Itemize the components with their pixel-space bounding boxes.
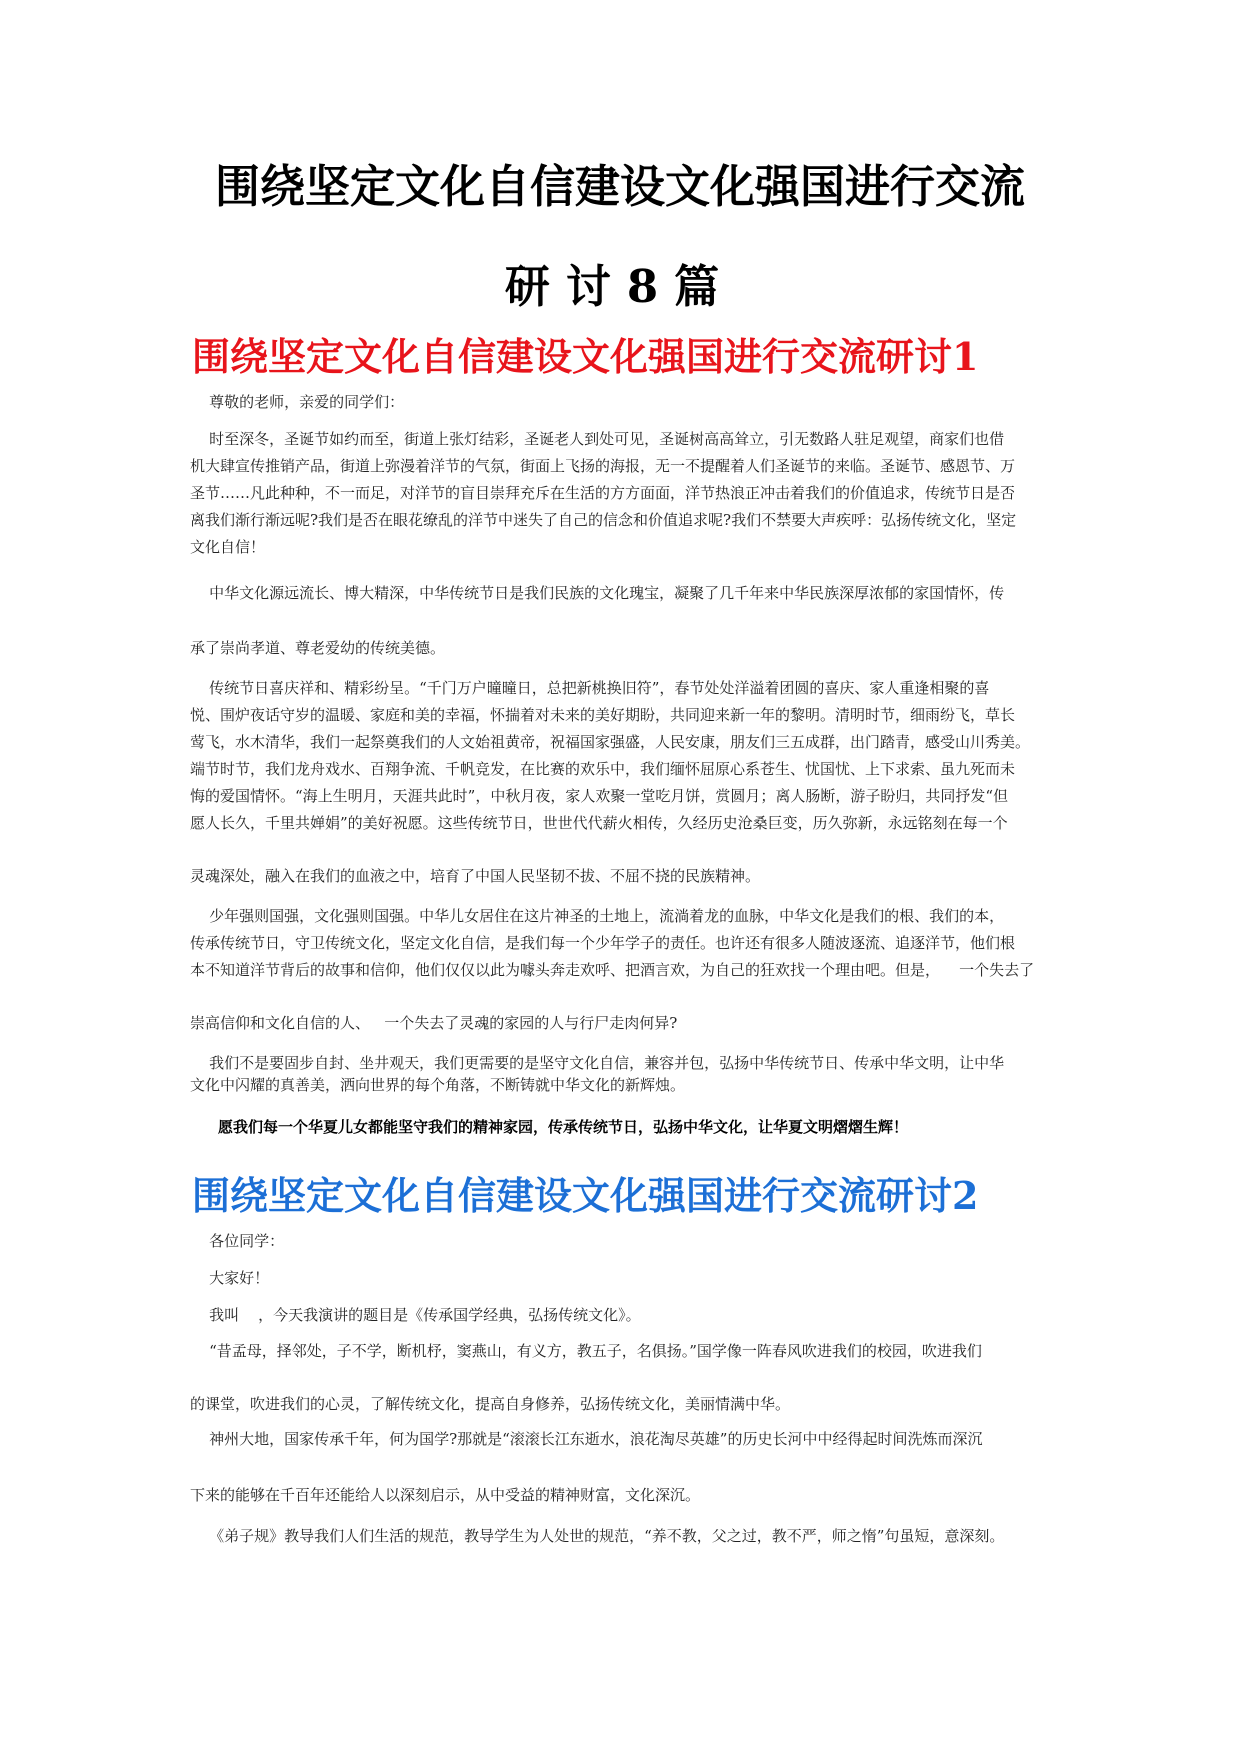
s2-line-6: 下来的能够在千百年还能给人以深刻启示，从中受益的精神财富，文化深沉。 <box>190 1486 701 1504</box>
s2-line-2: 我叫 ，今天我演讲的题目是《传承国学经典，弘扬传统文化》。 <box>190 1306 641 1324</box>
s1-line-2: 机大肆宣传推销产品，街道上弥漫着洋节的气氛，街面上飞扬的海报，无一不提醒着人们圣诞节的来临。圣诞节、感恩节、万 <box>190 457 1016 475</box>
s1-line-10: 莺飞，水木清华，我们一起祭奠我们的人文始祖黄帝，祝福国家强盛，人民安康，朋友们三五成群，出门踏青，感受山川秀美。 <box>190 733 1031 751</box>
s1-line-18: 崇高信仰和文化自信的人、 一个失去了灵魂的家园的人与行尸走肉何异? <box>190 1014 678 1032</box>
s1-line-1: 时至深冬，圣诞节如约而至，街道上张灯结彩，圣诞老人到处可见，圣诞树高高耸立，引无数路人驻足观望，商家们也借 <box>190 430 1005 448</box>
s1-line-14: 灵魂深处，融入在我们的血液之中，培育了中国人民坚韧不拔、不屈不挠的民族精神。 <box>190 867 761 885</box>
s1-line-17: 本不知道洋节背后的故事和信仰，他们仅仅以此为噱头奔走欢呼、把酒言欢，为自己的狂欢找一个理由吧。但是， 一个失去了 <box>190 961 1035 979</box>
s1-line-16: 传承传统节日，守卫传统文化，坚定文化自信，是我们每一个少年学子的责任。也许还有很多人随波逐流、追逐洋节，他们根 <box>190 934 1016 952</box>
s1-line-3: 圣节……凡此种种，不一而足，对洋节的盲目崇拜充斥在生活的方方面面，洋节热浪正冲击着我们的价值追求，传统节日是否 <box>190 484 1016 502</box>
s2-line-1: 大家好！ <box>190 1269 270 1287</box>
s1-line-6: 中华文化源远流长、博大精深，中华传统节日是我们民族的文化瑰宝，凝聚了几千年来中华民族深厚浓郁的家国情怀，传 <box>190 584 1005 602</box>
s1-line-20: 文化中闪耀的真善美，洒向世界的每个角落，不断铸就中华文化的新辉烛。 <box>190 1076 686 1094</box>
s1-line-13: 愿人长久，千里共婵娟”的美好祝愿。这些传统节日，世世代代薪火相传，久经历史沧桑巨变，历久弥新，永远铭刻在每一个 <box>190 814 1008 832</box>
s1-line-7: 承了崇尚孝道、尊老爱幼的传统美德。 <box>190 639 446 657</box>
s1-line-4: 离我们渐行渐远呢?我们是否在眼花缭乱的洋节中迷失了自己的信念和价值追求呢?我们不禁要大声疾呼：弘扬传统文化，坚定 <box>190 511 1017 529</box>
document-title-line-2: 研讨8篇 <box>504 260 736 313</box>
s1-line-5: 文化自信！ <box>190 538 266 556</box>
s2-line-4: 的课堂，吹进我们的心灵，了解传统文化，提高自身修养，弘扬传统文化，美丽情满中华。 <box>190 1395 791 1413</box>
section-1-heading: 围绕坚定文化自信建设文化强国进行交流研讨1 <box>192 334 979 379</box>
s1-closing-line: 愿我们每一个华夏儿女都能坚守我们的精神家园，传承传统节日，弘扬中华文化，让华夏文明熠熠生辉！ <box>218 1118 909 1136</box>
s1-line-15: 少年强则国强，文化强则国强。中华儿女居住在这片神圣的土地上，流淌着龙的血脉，中华文化是我们的根、我们的本， <box>190 907 1005 925</box>
s1-line-12: 悔的爱国情怀。“海上生明月，天涯共此时”，中秋月夜，家人欢聚一堂吃月饼，赏圆月；离人肠断，游子盼归，共同抒发“但 <box>190 787 1009 805</box>
s2-line-5: 神州大地，国家传承千年，何为国学?那就是“滚滚长江东逝水，浪花淘尽英雄”的历史长河中中经得起时间洗炼而深沉 <box>190 1430 983 1448</box>
s1-line-9: 悦、围炉夜话守岁的温暖、家庭和美的幸福，怀揣着对未来的美好期盼，共同迎来新一年的黎明。清明时节，细雨纷飞，草长 <box>190 706 1016 724</box>
section-2-heading: 围绕坚定文化自信建设文化强国进行交流研讨2 <box>192 1173 979 1218</box>
document-title-line-1: 围绕坚定文化自信建设文化强国进行交流 <box>214 160 1025 213</box>
s2-line-0: 各位同学： <box>190 1232 285 1250</box>
s2-line-7: 《弟子规》教导我们人们生活的规范，教导学生为人处世的规范，“养不教，父之过，教不严，师之惰”句虽短，意深刻。 <box>190 1527 1005 1545</box>
s1-line-0: 尊敬的老师，亲爱的同学们： <box>190 393 405 411</box>
s1-line-19: 我们不是要固步自封、坐井观天，我们更需要的是坚守文化自信，兼容并包，弘扬中华传统节日、传承中华文明，让中华 <box>190 1054 1005 1072</box>
s1-line-8: 传统节日喜庆祥和、精彩纷呈。“千门万户曈曈日，总把新桃换旧符”，春节处处洋溢着团圆的喜庆、家人重逢相聚的喜 <box>190 679 990 697</box>
s2-line-3: “昔孟母，择邻处，子不学，断机杼，窦燕山，有义方，教五子，名俱扬。”国学像一阵春风吹进我们的校园，吹进我们 <box>190 1342 982 1360</box>
s1-line-11: 端节时节，我们龙舟戏水、百翔争流、千帆竞发，在比赛的欢乐中，我们缅怀屈原心系苍生、忧国忧、上下求索、虽九死而未 <box>190 760 1016 778</box>
